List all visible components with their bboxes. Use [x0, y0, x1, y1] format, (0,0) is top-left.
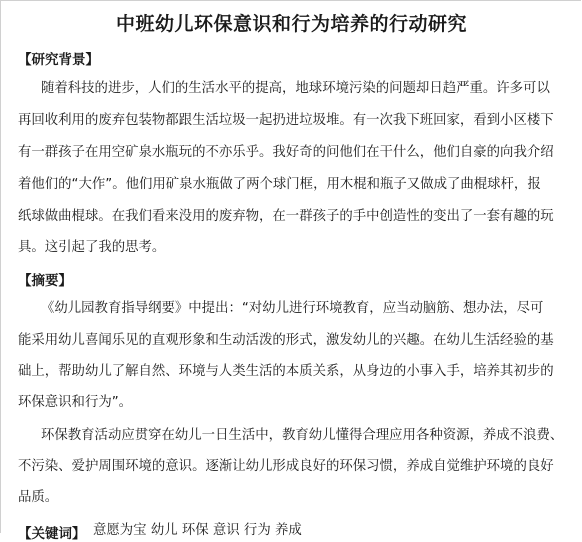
paragraph-line: 不污染、爱护周围环境的意识。逐渐让幼儿形成良好的环保习惯，养成自觉维护环境的良好 [18, 459, 554, 474]
paragraph-line: 础上，帮助幼儿了解自然、环境与人类生活的本质关系，从身边的小事入手，培养其初步的 [18, 364, 554, 379]
paragraph-line: 纸球做曲棍球。在我们看来没用的废弃物，在一群孩子的手中创造性的变出了一套有趣的玩 [18, 209, 554, 224]
paragraph-line: 品质。 [18, 490, 59, 505]
paragraph-line: 着他们的“大作”。他们用矿泉水瓶做了两个球门框，用木棍和瓶子又做成了曲棍球杆，报 [18, 177, 541, 192]
section-heading-background: 【研究背景】 [18, 52, 99, 68]
paragraph-line: 环保意识和行为”。 [18, 395, 133, 410]
document-title: 中班幼儿环保意识和行为培养的行动研究 [115, 13, 467, 35]
paragraph-line: 随着科技的进步，人们的生活水平的提高，地球环境污染的问题却日趋严重。许多可以 [41, 81, 550, 96]
keywords-line: 意愿为宝 幼儿 环保 意识 行为 养成 [93, 523, 302, 538]
section-heading-keywords: 【关键词】 [18, 526, 86, 542]
paragraph-line: 有一群孩子在用空矿泉水瓶玩的不亦乐乎。我好奇的问他们在干什么，他们自豪的向我介绍 [18, 145, 554, 160]
paragraph-line: 环保教育活动应贯穿在幼儿一日生活中，教育幼儿懂得合理应用各种资源，养成不浪费、 [41, 428, 564, 443]
paragraph-line: 《幼儿园教育指导纲要》中提出：“对幼儿进行环境教育，应当动脑筋、想办法，尽可 [41, 301, 544, 316]
paragraph-line: 再回收利用的废弃包装物都跟生活垃圾一起扔进垃圾堆。有一次我下班回家，看到小区楼下 [18, 113, 554, 128]
paragraph-line: 能采用幼儿喜闻乐见的直观形象和生动活泼的形式，激发幼儿的兴趣。在幼儿生活经验的基 [18, 333, 554, 348]
section-heading-abstract: 【摘要】 [18, 273, 72, 289]
paragraph-line: 具。这引起了我的思考。 [18, 240, 166, 255]
